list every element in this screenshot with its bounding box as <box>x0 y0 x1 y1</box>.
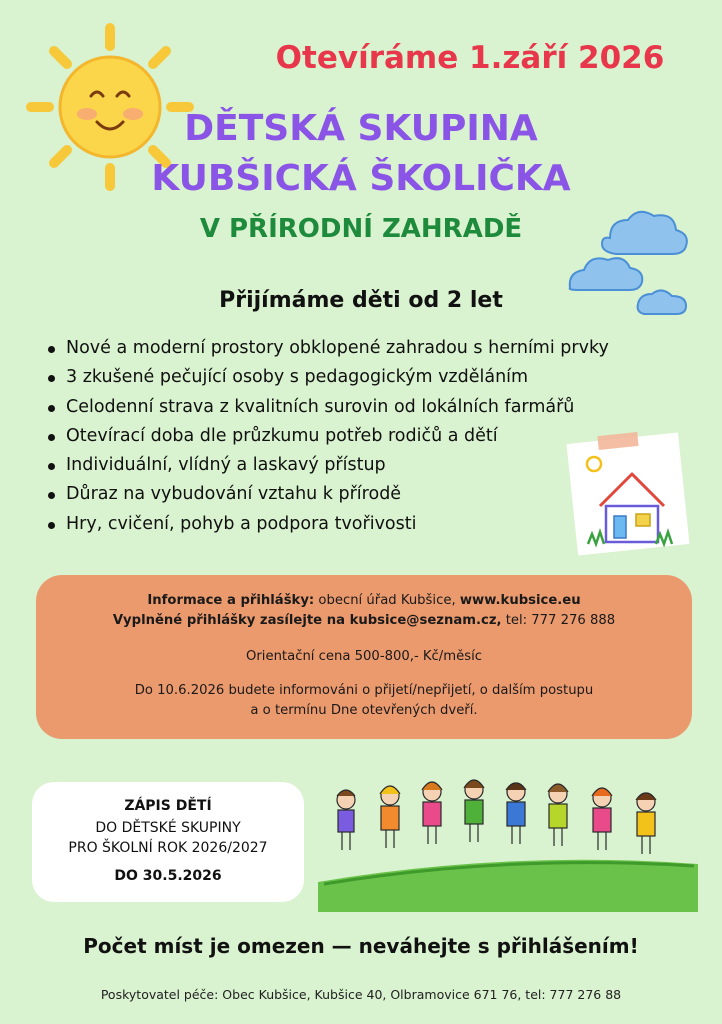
footer-provider: Poskytovatel péče: Obec Kubšice, Kubšice 40, Olbramovice 671 76, tel: 777 276 88 <box>100 987 622 1002</box>
info-line2: Vyplněné přihlášky zasílejte na kubsice@seznam.cz, tel: 777 276 888 <box>112 613 616 628</box>
acceptance-age: Přijímáme děti od 2 let <box>219 288 503 313</box>
info-line1: Informace a přihlášky: obecní úřad Kubšice, www.kubsice.eu <box>147 593 581 608</box>
title-line2: KUBŠICKÁ ŠKOLIČKA <box>151 158 571 199</box>
list-item: Hry, cvičení, pohyb a podpora tvořivosti <box>48 510 708 539</box>
enrollment-deadline: DO 30.5.2026 <box>114 868 222 884</box>
subtitle: V PŘÍRODNÍ ZAHRADĚ <box>199 214 523 244</box>
list-item: Otevírací doba dle průzkumu potřeb rodičů a dětí <box>48 422 708 451</box>
notice-line2: a o termínu Dne otevřených dveří. <box>250 703 478 718</box>
enrollment-box <box>32 782 304 902</box>
capacity-notice: Počet míst je omezen — neváhejte s přihlášením! <box>83 934 639 958</box>
enrollment-title: ZÁPIS DĚTÍ <box>124 798 212 814</box>
list-item: Celodenní strava z kvalitních surovin od lokálních farmářů <box>48 393 708 422</box>
children-holding-hands-icon <box>318 772 698 912</box>
website-link[interactable]: www.kubsice.eu <box>459 593 581 608</box>
enrollment-line3: PRO ŠKOLNÍ ROK 2026/2027 <box>68 840 268 856</box>
list-item: Nové a moderní prostory obklopené zahradou s herními prvky <box>48 334 708 363</box>
info-box <box>36 575 692 739</box>
price: Orientační cena 500-800,- Kč/měsíc <box>246 649 482 664</box>
features-list <box>28 334 708 539</box>
notice-line1: Do 10.6.2026 budete informováni o přijetí/nepřijetí, o dalším postupu <box>134 683 594 698</box>
list-item: Důraz na vybudování vztahu k přírodě <box>48 480 708 509</box>
opening-date: Otevíráme 1.září 2026 <box>275 40 665 76</box>
list-item: 3 zkušené pečující osoby s pedagogickým vzděláním <box>48 363 708 392</box>
enrollment-line2: DO DĚTSKÉ SKUPINY <box>95 820 241 836</box>
list-item: Individuální, vlídný a laskavý přístup <box>48 451 708 480</box>
title-line1: DĚTSKÁ SKUPINA <box>184 108 538 149</box>
